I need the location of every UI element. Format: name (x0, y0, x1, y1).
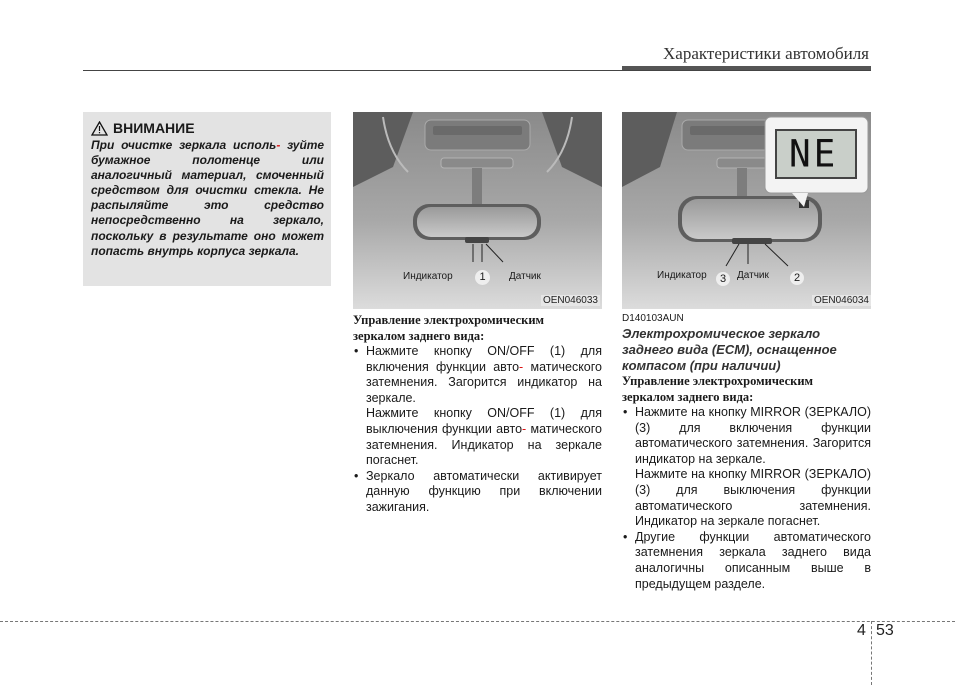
bullet-list (353, 344, 602, 516)
section-heading: Управление электрохромическим зеркалом заднего вида: (622, 374, 814, 404)
bullet-list (622, 405, 871, 592)
section-code: D140103AUN (622, 313, 684, 324)
running-header-title: Характеристики автомобиля (663, 44, 869, 63)
header-rule (83, 70, 871, 71)
warning-box (83, 112, 331, 286)
callout-3: 3 (716, 272, 730, 286)
warning-text: При очистке зеркала исполь- зуйте бумажное полотенце или аналогичный материал, смоченный средством для очистки стекла. Не распыляйте это средство непосредственно на зеркало, поскольку в результате оно может попасть внутрь корпуса зеркала. (91, 138, 324, 258)
figure-rearview-mirror (353, 112, 602, 309)
list-item: • Нажмите кнопку ON/OFF (1) для включения функции авто- матического затемнения. Загорится индикатор на зеркале. Нажмите кнопку ON/OFF (1) для выключения функции авто- матического затемнения. Индикатор на зеркале погаснет. (353, 344, 602, 469)
list-item: • Нажмите на кнопку MIRROR (ЗЕРКАЛО) (3) для включения функции автоматического затемнения. Загорится индикатор на зеркале. Нажмите на кнопку MIRROR (ЗЕРКАЛО) (3) для выключения функции автоматического затемнения. Индикатор на зеркале погаснет. (622, 405, 871, 530)
chapter-number: 4 (857, 622, 866, 639)
warning-heading (91, 120, 324, 136)
warning-title: ВНИМАНИЕ (113, 120, 195, 136)
list-item: • Другие функции автоматического затемнения зеркала заднего вида аналогичны описанным выше в предыдущем разделе. (622, 530, 871, 592)
section-heading: Управление электрохромическим зеркалом заднего вида: (353, 313, 545, 343)
footer-divider (871, 621, 872, 685)
label-sensor: Датчик (509, 271, 541, 282)
footer-rule (0, 621, 955, 622)
column-1-text (353, 313, 602, 516)
callout-2: 2 (790, 271, 804, 285)
callout-1: 1 (475, 270, 490, 285)
figure-code: OEN046034 (813, 295, 869, 306)
label-sensor: Датчик (737, 270, 769, 281)
warning-triangle-icon (91, 121, 108, 136)
list-item: • Зеркало автоматически активирует данную функцию при включении зажигания. (353, 469, 602, 516)
figure-code: OEN046033 (542, 295, 598, 306)
compass-display-text: NE (789, 132, 839, 177)
figure-compass-mirror (622, 112, 871, 309)
section-title: Электрохромическое зеркало заднего вида (ECM), оснащенное компасом (при наличии) (622, 326, 837, 373)
column-2-text (622, 312, 871, 592)
label-indicator: Индикатор (657, 270, 707, 281)
page-number: 53 (876, 622, 894, 639)
label-indicator: Индикатор (403, 271, 453, 282)
